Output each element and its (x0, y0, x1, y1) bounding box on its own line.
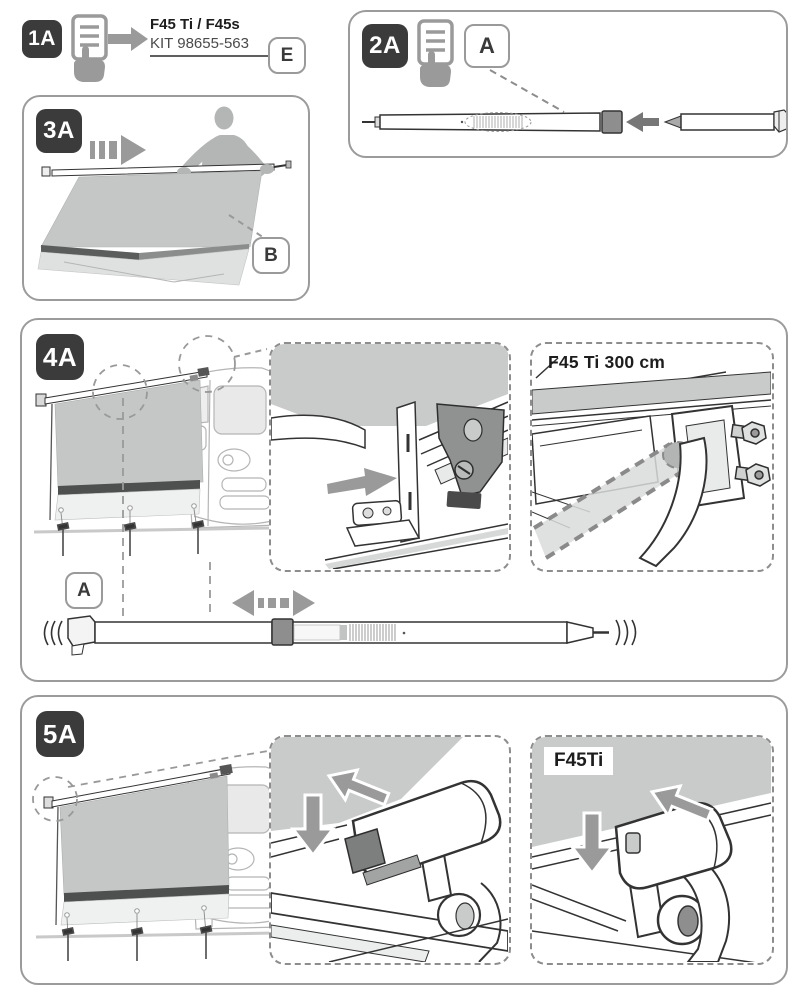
product-title: F45 Ti / F45s (150, 16, 240, 33)
step-1a-badge: 1A (22, 20, 62, 58)
ref-a-box: A (464, 24, 510, 68)
tension-rod-illustration (45, 616, 636, 655)
step-2a-badge: 2A (362, 24, 408, 68)
insert-arrow-icon (626, 112, 659, 132)
detail-bracket-box (269, 342, 511, 572)
step-4a-badge: 4A (36, 334, 84, 380)
panel-5a (20, 695, 788, 985)
rafter-bracket-detail-illustration (271, 344, 508, 569)
detail-support-box (530, 342, 774, 572)
kit-code: KIT 98655-563 (150, 35, 249, 52)
motion-arrow-icon (90, 135, 146, 165)
arrow-right-icon (108, 27, 148, 51)
panel-3a (22, 95, 310, 301)
ref-e-box: E (268, 37, 306, 74)
panel-2a (348, 10, 788, 158)
step-3a-badge: 3A (36, 109, 82, 153)
f45ti-label: F45Ti (544, 747, 613, 775)
support-bolt-detail-illustration (532, 344, 771, 569)
manual-tap-icon (64, 13, 112, 83)
ground-stakes (63, 926, 212, 961)
detail-endcap-f45ti-box (530, 735, 774, 965)
panel-4a (20, 318, 788, 682)
step-5a-badge: 5A (36, 711, 84, 757)
detail-caption: F45 Ti 300 cm (548, 352, 666, 372)
double-arrow-icon (232, 590, 315, 616)
insert-arrow-icon (327, 468, 397, 496)
endcap-detail-illustration (271, 737, 508, 962)
kit-underline (150, 55, 276, 57)
ref-a-box: A (65, 572, 103, 609)
ground-stakes (58, 521, 204, 556)
ref-b-box: B (252, 237, 290, 274)
detail-endcap-box (269, 735, 511, 965)
rafter-rod-join-illustration (350, 12, 786, 156)
